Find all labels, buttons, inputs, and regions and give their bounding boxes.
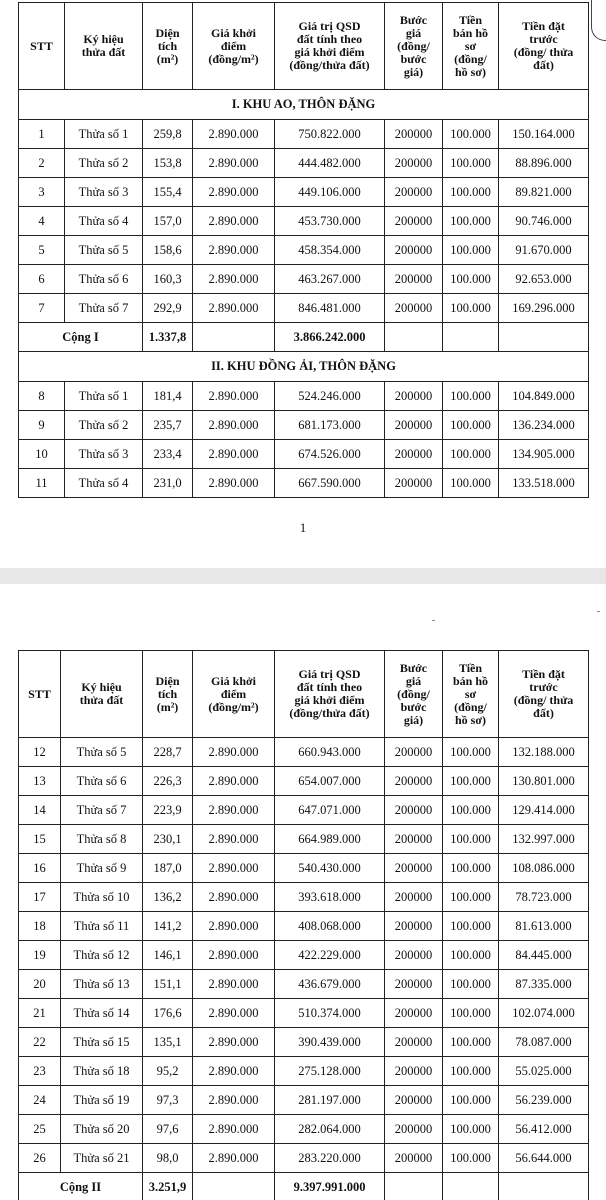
empty-cell — [499, 323, 589, 352]
header-bid-step: Bước giá (đồng/ bước giá) — [385, 651, 443, 738]
cell-land-value: 390.439.000 — [275, 1028, 385, 1057]
cell-starting-price: 2.890.000 — [193, 120, 275, 149]
cell-deposit: 136.234.000 — [499, 411, 589, 440]
cell-land-value: 654.007.000 — [275, 767, 385, 796]
cell-dossier-fee: 100.000 — [443, 912, 499, 941]
cell-area: 235,7 — [143, 411, 193, 440]
cell-plot-id: Thửa số 4 — [65, 469, 143, 498]
cell-stt: 7 — [19, 294, 65, 323]
cell-land-value: 436.679.000 — [275, 970, 385, 999]
cell-plot-id: Thửa số 14 — [61, 999, 143, 1028]
cell-starting-price: 2.890.000 — [193, 1028, 275, 1057]
document-page-2 — [0, 584, 606, 1200]
header-deposit: Tiền đặt trước (đồng/ thửa đất) — [499, 3, 589, 90]
cell-deposit: 56.239.000 — [499, 1086, 589, 1115]
cell-dossier-fee: 100.000 — [443, 207, 499, 236]
cell-land-value: 540.430.000 — [275, 854, 385, 883]
cell-dossier-fee: 100.000 — [443, 265, 499, 294]
cell-plot-id: Thửa số 7 — [61, 796, 143, 825]
cell-stt: 17 — [19, 883, 61, 912]
cell-deposit: 92.653.000 — [499, 265, 589, 294]
total-value: 9.397.991.000 — [275, 1173, 385, 1200]
cell-plot-id: Thửa số 12 — [61, 941, 143, 970]
cell-stt: 15 — [19, 825, 61, 854]
cell-bid-step: 200000 — [385, 207, 443, 236]
cell-dossier-fee: 100.000 — [443, 294, 499, 323]
cell-dossier-fee: 100.000 — [443, 1115, 499, 1144]
cell-stt: 26 — [19, 1144, 61, 1173]
total-area: 1.337,8 — [143, 323, 193, 352]
cell-bid-step: 200000 — [385, 883, 443, 912]
header-starting-price: Giá khởi điểm (đồng/m²) — [193, 651, 275, 738]
cell-bid-step: 200000 — [385, 999, 443, 1028]
cell-area: 97,6 — [143, 1115, 193, 1144]
table-row — [19, 883, 589, 912]
cell-land-value: 282.064.000 — [275, 1115, 385, 1144]
cell-plot-id: Thửa số 1 — [65, 120, 143, 149]
page-number: 1 — [299, 520, 307, 535]
cell-stt: 5 — [19, 236, 65, 265]
cell-deposit: 169.296.000 — [499, 294, 589, 323]
cell-starting-price: 2.890.000 — [193, 999, 275, 1028]
cell-stt: 22 — [19, 1028, 61, 1057]
total-label: Cộng II — [19, 1173, 143, 1200]
table-row — [19, 970, 589, 999]
page-edge-mark — [591, 0, 606, 41]
cell-area: 223,9 — [143, 796, 193, 825]
cell-deposit: 108.086.000 — [499, 854, 589, 883]
cell-bid-step: 200000 — [385, 265, 443, 294]
total-row — [19, 323, 589, 352]
cell-starting-price: 2.890.000 — [193, 469, 275, 498]
cell-area: 187,0 — [143, 854, 193, 883]
cell-deposit: 134.905.000 — [499, 440, 589, 469]
cell-dossier-fee: 100.000 — [443, 1144, 499, 1173]
cell-bid-step: 200000 — [385, 738, 443, 767]
cell-bid-step: 200000 — [385, 1028, 443, 1057]
section-title-row — [19, 352, 589, 382]
cell-bid-step: 200000 — [385, 912, 443, 941]
document-page-1 — [0, 0, 606, 568]
cell-stt: 6 — [19, 265, 65, 294]
cell-bid-step: 200000 — [385, 178, 443, 207]
section-title-row — [19, 90, 589, 120]
cell-land-value: 674.526.000 — [275, 440, 385, 469]
cell-land-value: 449.106.000 — [275, 178, 385, 207]
cell-area: 155,4 — [143, 178, 193, 207]
cell-dossier-fee: 100.000 — [443, 1028, 499, 1057]
cell-stt: 2 — [19, 149, 65, 178]
cell-land-value: 660.943.000 — [275, 738, 385, 767]
cell-stt: 11 — [19, 469, 65, 498]
section-title: II. KHU ĐỒNG ẢI, THÔN ĐẶNG — [19, 352, 589, 382]
cell-area: 233,4 — [143, 440, 193, 469]
cell-starting-price: 2.890.000 — [193, 796, 275, 825]
header-land-value: Giá trị QSD đất tính theo giá khởi điểm (đồng/thửa đất) — [275, 3, 385, 90]
total-label: Cộng I — [19, 323, 143, 352]
cell-starting-price: 2.890.000 — [193, 207, 275, 236]
cell-land-value: 647.071.000 — [275, 796, 385, 825]
header-area: Diện tích (m²) — [143, 3, 193, 90]
cell-dossier-fee: 100.000 — [443, 999, 499, 1028]
cell-starting-price: 2.890.000 — [193, 883, 275, 912]
cell-plot-id: Thửa số 21 — [61, 1144, 143, 1173]
cell-plot-id: Thửa số 3 — [65, 178, 143, 207]
cell-plot-id: Thửa số 11 — [61, 912, 143, 941]
table-row — [19, 236, 589, 265]
cell-plot-id: Thửa số 6 — [61, 767, 143, 796]
header-land-value: Giá trị QSD đất tính theo giá khởi điểm (đồng/thửa đất) — [275, 651, 385, 738]
cell-deposit: 78.087.000 — [499, 1028, 589, 1057]
table-row — [19, 738, 589, 767]
table-header-row — [19, 651, 589, 738]
header-stt: STT — [19, 3, 65, 90]
cell-deposit: 133.518.000 — [499, 469, 589, 498]
cell-plot-id: Thửa số 3 — [65, 440, 143, 469]
table-row — [19, 382, 589, 411]
cell-land-value: 283.220.000 — [275, 1144, 385, 1173]
cell-dossier-fee: 100.000 — [443, 382, 499, 411]
cell-land-value: 463.267.000 — [275, 265, 385, 294]
cell-starting-price: 2.890.000 — [193, 941, 275, 970]
header-stt: STT — [19, 651, 61, 738]
header-dossier-fee: Tiền bán hồ sơ (đồng/ hồ sơ) — [443, 651, 499, 738]
table-row — [19, 120, 589, 149]
table-row — [19, 178, 589, 207]
cell-area: 226,3 — [143, 767, 193, 796]
empty-cell — [193, 323, 275, 352]
cell-deposit: 102.074.000 — [499, 999, 589, 1028]
header-area: Diện tích (m²) — [143, 651, 193, 738]
header-bid-step: Bước giá (đồng/ bước giá) — [385, 3, 443, 90]
table-row — [19, 796, 589, 825]
cell-stt: 18 — [19, 912, 61, 941]
cell-bid-step: 200000 — [385, 796, 443, 825]
cell-plot-id: Thửa số 9 — [61, 854, 143, 883]
cell-land-value: 681.173.000 — [275, 411, 385, 440]
cell-area: 153,8 — [143, 149, 193, 178]
cell-bid-step: 200000 — [385, 970, 443, 999]
cell-deposit: 55.025.000 — [499, 1057, 589, 1086]
cell-land-value: 275.128.000 — [275, 1057, 385, 1086]
cell-land-value: 667.590.000 — [275, 469, 385, 498]
cell-stt: 4 — [19, 207, 65, 236]
cell-starting-price: 2.890.000 — [193, 1144, 275, 1173]
cell-deposit: 78.723.000 — [499, 883, 589, 912]
table-row — [19, 999, 589, 1028]
cell-dossier-fee: 100.000 — [443, 941, 499, 970]
cell-dossier-fee: 100.000 — [443, 1057, 499, 1086]
cell-plot-id: Thửa số 8 — [61, 825, 143, 854]
cell-bid-step: 200000 — [385, 1057, 443, 1086]
table-row — [19, 294, 589, 323]
cell-bid-step: 200000 — [385, 469, 443, 498]
total-area: 3.251,9 — [143, 1173, 193, 1200]
header-plot-id: Ký hiệu thửa đất — [65, 3, 143, 90]
cell-area: 136,2 — [143, 883, 193, 912]
cell-stt: 25 — [19, 1115, 61, 1144]
table-row — [19, 941, 589, 970]
cell-plot-id: Thửa số 18 — [61, 1057, 143, 1086]
cell-deposit: 81.613.000 — [499, 912, 589, 941]
cell-dossier-fee: 100.000 — [443, 767, 499, 796]
cell-area: 181,4 — [143, 382, 193, 411]
cell-bid-step: 200000 — [385, 767, 443, 796]
cell-bid-step: 200000 — [385, 236, 443, 265]
cell-bid-step: 200000 — [385, 941, 443, 970]
cell-land-value: 422.229.000 — [275, 941, 385, 970]
cell-area: 135,1 — [143, 1028, 193, 1057]
header-deposit: Tiền đặt trước (đồng/ thửa đất) — [499, 651, 589, 738]
cell-deposit: 56.644.000 — [499, 1144, 589, 1173]
empty-cell — [385, 323, 443, 352]
cell-plot-id: Thửa số 1 — [65, 382, 143, 411]
cell-deposit: 132.188.000 — [499, 738, 589, 767]
cell-dossier-fee: 100.000 — [443, 236, 499, 265]
cell-plot-id: Thửa số 7 — [65, 294, 143, 323]
header-plot-id: Ký hiệu thửa đất — [61, 651, 143, 738]
cell-land-value: 393.618.000 — [275, 883, 385, 912]
cell-area: 292,9 — [143, 294, 193, 323]
cell-land-value: 846.481.000 — [275, 294, 385, 323]
cell-area: 98,0 — [143, 1144, 193, 1173]
table-row — [19, 411, 589, 440]
cell-deposit: 130.801.000 — [499, 767, 589, 796]
cell-land-value: 444.482.000 — [275, 149, 385, 178]
cell-land-value: 664.989.000 — [275, 825, 385, 854]
cell-bid-step: 200000 — [385, 854, 443, 883]
section-title: I. KHU AO, THÔN ĐẶNG — [19, 90, 589, 120]
cell-area: 157,0 — [143, 207, 193, 236]
cell-bid-step: 200000 — [385, 1144, 443, 1173]
cell-dossier-fee: 100.000 — [443, 149, 499, 178]
cell-starting-price: 2.890.000 — [193, 854, 275, 883]
cell-dossier-fee: 100.000 — [443, 796, 499, 825]
cell-deposit: 129.414.000 — [499, 796, 589, 825]
table-header-row — [19, 3, 589, 90]
cell-dossier-fee: 100.000 — [443, 738, 499, 767]
header-starting-price: Giá khởi điểm (đồng/m²) — [193, 3, 275, 90]
cell-stt: 3 — [19, 178, 65, 207]
cell-starting-price: 2.890.000 — [193, 236, 275, 265]
scan-speck — [432, 620, 435, 621]
cell-area: 230,1 — [143, 825, 193, 854]
cell-land-value: 453.730.000 — [275, 207, 385, 236]
cell-dossier-fee: 100.000 — [443, 440, 499, 469]
cell-dossier-fee: 100.000 — [443, 178, 499, 207]
cell-land-value: 750.822.000 — [275, 120, 385, 149]
cell-bid-step: 200000 — [385, 1086, 443, 1115]
cell-deposit: 150.164.000 — [499, 120, 589, 149]
cell-dossier-fee: 100.000 — [443, 825, 499, 854]
header-dossier-fee: Tiền bán hồ sơ (đồng/ hồ sơ) — [443, 3, 499, 90]
cell-stt: 20 — [19, 970, 61, 999]
cell-bid-step: 200000 — [385, 382, 443, 411]
cell-starting-price: 2.890.000 — [193, 767, 275, 796]
cell-stt: 1 — [19, 120, 65, 149]
cell-area: 259,8 — [143, 120, 193, 149]
cell-plot-id: Thửa số 4 — [65, 207, 143, 236]
cell-stt: 13 — [19, 767, 61, 796]
cell-stt: 10 — [19, 440, 65, 469]
table-row — [19, 469, 589, 498]
total-row — [19, 1173, 589, 1200]
cell-stt: 24 — [19, 1086, 61, 1115]
cell-area: 228,7 — [143, 738, 193, 767]
cell-land-value: 281.197.000 — [275, 1086, 385, 1115]
cell-dossier-fee: 100.000 — [443, 411, 499, 440]
cell-plot-id: Thửa số 20 — [61, 1115, 143, 1144]
table-row — [19, 825, 589, 854]
cell-area: 231,0 — [143, 469, 193, 498]
cell-plot-id: Thửa số 2 — [65, 149, 143, 178]
cell-dossier-fee: 100.000 — [443, 1086, 499, 1115]
cell-stt: 23 — [19, 1057, 61, 1086]
cell-area: 146,1 — [143, 941, 193, 970]
cell-starting-price: 2.890.000 — [193, 912, 275, 941]
table-row — [19, 440, 589, 469]
cell-deposit: 87.335.000 — [499, 970, 589, 999]
cell-starting-price: 2.890.000 — [193, 738, 275, 767]
cell-deposit: 90.746.000 — [499, 207, 589, 236]
cell-starting-price: 2.890.000 — [193, 1115, 275, 1144]
cell-plot-id: Thửa số 13 — [61, 970, 143, 999]
cell-stt: 12 — [19, 738, 61, 767]
table-row — [19, 1115, 589, 1144]
table-row — [19, 767, 589, 796]
cell-plot-id: Thửa số 6 — [65, 265, 143, 294]
cell-area: 97,3 — [143, 1086, 193, 1115]
cell-starting-price: 2.890.000 — [193, 265, 275, 294]
cell-deposit: 91.670.000 — [499, 236, 589, 265]
empty-cell — [443, 323, 499, 352]
cell-starting-price: 2.890.000 — [193, 294, 275, 323]
cell-plot-id: Thửa số 5 — [61, 738, 143, 767]
cell-bid-step: 200000 — [385, 411, 443, 440]
cell-starting-price: 2.890.000 — [193, 825, 275, 854]
table-row — [19, 1028, 589, 1057]
cell-stt: 14 — [19, 796, 61, 825]
cell-stt: 8 — [19, 382, 65, 411]
table-row — [19, 1144, 589, 1173]
cell-dossier-fee: 100.000 — [443, 469, 499, 498]
cell-starting-price: 2.890.000 — [193, 1057, 275, 1086]
empty-cell — [443, 1173, 499, 1200]
cell-starting-price: 2.890.000 — [193, 970, 275, 999]
cell-starting-price: 2.890.000 — [193, 1086, 275, 1115]
cell-bid-step: 200000 — [385, 149, 443, 178]
cell-deposit: 88.896.000 — [499, 149, 589, 178]
cell-land-value: 458.354.000 — [275, 236, 385, 265]
empty-cell — [385, 1173, 443, 1200]
cell-deposit: 104.849.000 — [499, 382, 589, 411]
cell-deposit: 89.821.000 — [499, 178, 589, 207]
cell-plot-id: Thửa số 2 — [65, 411, 143, 440]
cell-area: 141,2 — [143, 912, 193, 941]
table-row — [19, 1057, 589, 1086]
empty-cell — [193, 1173, 275, 1200]
cell-land-value: 510.374.000 — [275, 999, 385, 1028]
cell-dossier-fee: 100.000 — [443, 970, 499, 999]
cell-land-value: 524.246.000 — [275, 382, 385, 411]
cell-starting-price: 2.890.000 — [193, 382, 275, 411]
scan-speck — [597, 611, 600, 612]
cell-deposit: 56.412.000 — [499, 1115, 589, 1144]
cell-deposit: 84.445.000 — [499, 941, 589, 970]
cell-land-value: 408.068.000 — [275, 912, 385, 941]
cell-area: 151,1 — [143, 970, 193, 999]
cell-plot-id: Thửa số 5 — [65, 236, 143, 265]
cell-dossier-fee: 100.000 — [443, 120, 499, 149]
cell-bid-step: 200000 — [385, 825, 443, 854]
cell-plot-id: Thửa số 10 — [61, 883, 143, 912]
cell-area: 160,3 — [143, 265, 193, 294]
cell-area: 95,2 — [143, 1057, 193, 1086]
cell-stt: 16 — [19, 854, 61, 883]
table-row — [19, 265, 589, 294]
table-row — [19, 149, 589, 178]
cell-deposit: 132.997.000 — [499, 825, 589, 854]
cell-bid-step: 200000 — [385, 120, 443, 149]
table-row — [19, 912, 589, 941]
cell-dossier-fee: 100.000 — [443, 883, 499, 912]
cell-bid-step: 200000 — [385, 1115, 443, 1144]
cell-bid-step: 200000 — [385, 294, 443, 323]
cell-area: 158,6 — [143, 236, 193, 265]
cell-stt: 9 — [19, 411, 65, 440]
cell-starting-price: 2.890.000 — [193, 178, 275, 207]
auction-land-table-page-2 — [18, 650, 589, 1200]
cell-dossier-fee: 100.000 — [443, 854, 499, 883]
cell-stt: 21 — [19, 999, 61, 1028]
table-row — [19, 1086, 589, 1115]
cell-bid-step: 200000 — [385, 440, 443, 469]
cell-stt: 19 — [19, 941, 61, 970]
cell-plot-id: Thửa số 15 — [61, 1028, 143, 1057]
empty-cell — [499, 1173, 589, 1200]
total-value: 3.866.242.000 — [275, 323, 385, 352]
auction-land-table-page-1 — [18, 2, 589, 498]
cell-starting-price: 2.890.000 — [193, 411, 275, 440]
cell-starting-price: 2.890.000 — [193, 440, 275, 469]
table-row — [19, 854, 589, 883]
cell-starting-price: 2.890.000 — [193, 149, 275, 178]
cell-plot-id: Thửa số 19 — [61, 1086, 143, 1115]
cell-area: 176,6 — [143, 999, 193, 1028]
table-row — [19, 207, 589, 236]
